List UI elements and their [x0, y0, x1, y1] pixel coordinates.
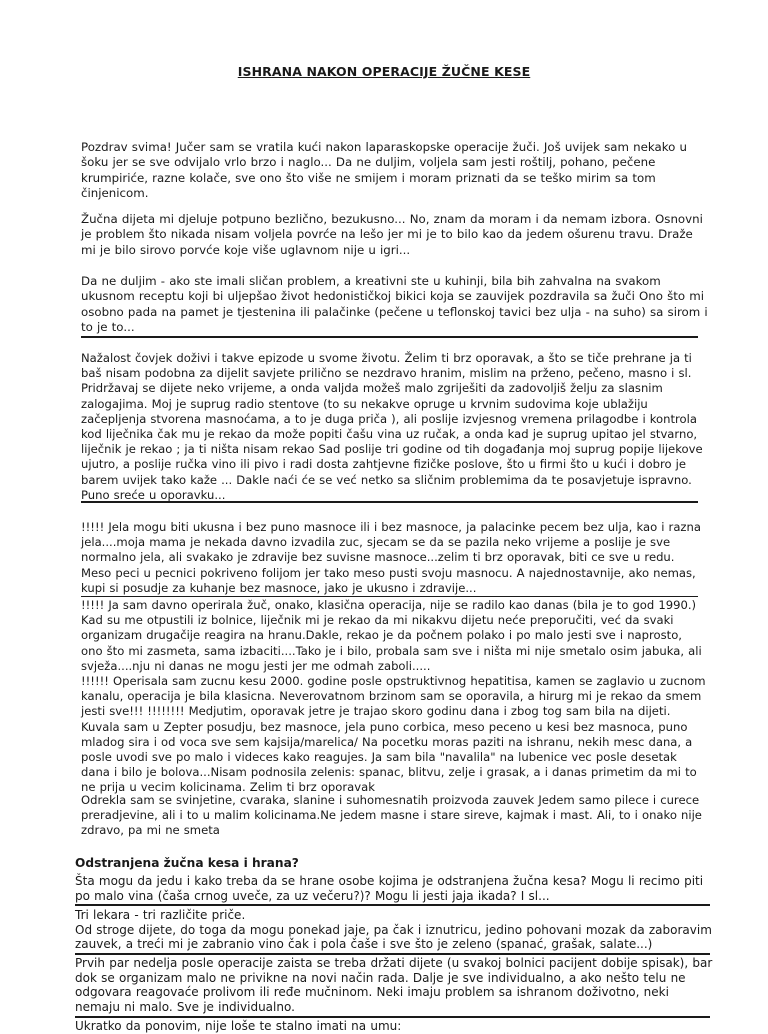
- section-question: Šta mogu da jedu i kako treba da se hrane osobe kojima je odstranjena žučna kesa? Mogu li recimo piti po malo vina (čaša crnog uveče, za uz večeru?)? Mogu li jesti jaja ikada? I sl...: [75, 874, 704, 903]
- paragraph-diet: Žučna dijeta mi djeluje potpuno bezlično, bezukusno... No, znam da moram i da nemam izbora. Osnovni je problem što nikada nisam volјela povrće na lešo jer mi je to bilo kao da jedem ošurenu travu. Draže mi je bilo sirovo porvće koje više uglavnom nije u igri...: [81, 212, 703, 257]
- answer-2: Prvih par nedelja posle operacije zaista se treba držati dijete (u svakoj bolnici pacijent dobije spisak), bar dok se organizam malo ne privikne na novi način rada. Dalje je sve individualno, a ako nešto telu ne odgovara reagovaće prolivom ili ređe mučninom. Neki imaju problem sa ishranom doživotno, neki nemaju ni malo. Sve je individualno.: [75, 956, 713, 1015]
- paragraph-reply-3: !!!!! Ja sam davno operirala žuč, onako, klasična operacija, nije se radilo kao danas (bila je to god 1990.) Kad su me otpustili iz bolnice, liječnik mi je rekao da mi nikakvu dijetu neće preporučiti, već da svaki organizam drugačije reagira na hranu.Dakle, rekao je da počnem polako i po malo jesti sve i naprosto, ono što mi zasmeta, sama izbaciti....Tako je i bilo, probala sam sve i ništa mi nije smetalo osim jabuka, ali svježa....nju ni danas ne mogu jesti jer me odmah zaboli.....: [81, 598, 702, 673]
- divider: [75, 953, 710, 955]
- divider: [81, 596, 698, 597]
- answer-1: Tri lekara - tri različite priče. Od stroge dijete, do toga da mogu ponekad jaje, pa čak i iznutricu, jedino pohovani mozak da zaboravim zauvek, a treći mi je zabranio vino čak i pola čaše i sve što je zeleno (spanać, grašak, salate...): [75, 908, 712, 952]
- answer-3: Ukratko da ponovim, nije loše te stalno imati na umu:: [75, 1019, 402, 1033]
- paragraph-reply-4: !!!!!! Operisala sam zucnu kesu 2000. godine posle opstruktivnog hepatitisa, kamen se zaglavio u zucnom kanalu, operacija je bila klasicna. Neverovatnom brzinom sam se oporavila, a hirurg mi je rekao da smem jesti sve!!! !!!!!!!! Medjutim, oporavak jetre je trajao skoro godinu dana i zbog tog sam bila na dijeti. Kuvala sam u Zepter posudju, bez masnoce, jela puno corbica, meso peceno u kesi bez masnoca, puno mladog sira i od voca sve sem kajsija/marelica/ Na pocetku moras paziti na ishranu, nekih mesc dana, a posle uvodi sve po malo i videces kako reagujes. Ja sam bila "navalila" na lubenice vec posle desetak dana i bilo je bolova...Nisam podnosila zelenis: spanac, blitvu, zelje i grasak, a i danas primetim da mi to ne prija u vecim kolicinama. Zelim ti brz oporavak: [81, 674, 706, 795]
- document-title: ISHRANA NAKON OPERACIJE ŽUČNE KESE: [237, 64, 531, 79]
- divider: [81, 501, 698, 503]
- paragraph-intro: Pozdrav svima! Jučer sam se vratila kući nakon laparaskopske operacije žuči. Još uvijek sam nekako u šoku jer se sve odvijalo vrlo brzo i naglo... Da ne duljim, voljela sam jesti roštilj, pohano, pečene krumpiriće, razne kolače, sve ono što više ne smijem i moram priznati da se teško mirim sa tom činjenicom.: [81, 140, 687, 200]
- paragraph-request: Da ne duljim - ako ste imali sličan problem, a kreativni ste u kuhinji, bila bih zahvalna na svakom ukusnom receptu koji bi uljepšao život hedonističkoj bikici koja se zauvijek pozdravila sa žuči Ono što mi osobno pada na pamet je tjestenina ili palačinke (pečene u teflonskoj tavici bez ulja - na suho) sa sirom i to je to...: [81, 274, 708, 334]
- paragraph-reply-2: !!!!! Jela mogu biti ukusna i bez puno masnoce ili i bez masnoce, ja palacinke pecem bez ulja, kao i razna jela....moja mama je nekada davno izvadila zuc, sjecam se da se pazila neko vrijeme a poslije je sve normalno jela, ali svakako je zdravije bez suvisne masnoce...zelim ti brz oporavak, biti ce sve u redu. Meso peci u pecnici pokriveno folijom jer tako meso pusti svoju masnocu. A najednostavnije, ako nemas, kupi si posudje za kuhanje bez masnoce, jako je ukusno i zdravije...: [81, 520, 701, 595]
- paragraph-reply-1: Nažalost čovjek doživi i takve epizode u svome životu. Želim ti brz oporavak, a što se tiče prehrane ja ti baš nisam podobna za dijelit savjete prilično se nezdravo hranim, mislim na prženo, pečeno, masno i sl. Pridržavaj se dijete neko vrijeme, a onda valjda možeš malo zgriješiti da zadovoljiš želju za slasnim zalogajima. Moj je suprug radio stentove (to su nekakve opruge u krvnim sudovima koje ublažiju začepljenja stvorena masnoćama, a to je duga priča ), ali poslije izvjesnog vremena prilagodbe i kontrola kod liječnika čak mu je rekao da može popiti čašu vina uz ručak, a onda kad je suprug upitao jel stvarno, liječnik je rekao ; ja ti ništa nisam rekao Sad poslije tri godine od tih događanja moj suprug popije lijekove ujutro, a poslije ručka vino ili pivo i radi dosta zahtjevne fizičke poslove, što u firmi što u kući i dobro je barem uvijek tako kaže ... Dakle naći će se već netko sa sličnim problemima da te posavjetuje ispravno. Puno sreće u oporavku...: [81, 351, 703, 502]
- divider: [75, 904, 710, 906]
- divider: [75, 1016, 710, 1018]
- divider: [81, 336, 698, 338]
- paragraph-reply-5: Odrekla sam se svinjetine, cvaraka, slanine i suhomesnatih proizvoda zauvek Jedem samo pilece i curece preradjevine, ali i to u malim kolicinama.Ne jedem masne i stare sireve, kajmak i mast. Ali, to i onako nije zdravo, pa mi ne smeta: [81, 793, 702, 838]
- section-heading: Odstranjena žučna kesa i hrana?: [75, 856, 299, 870]
